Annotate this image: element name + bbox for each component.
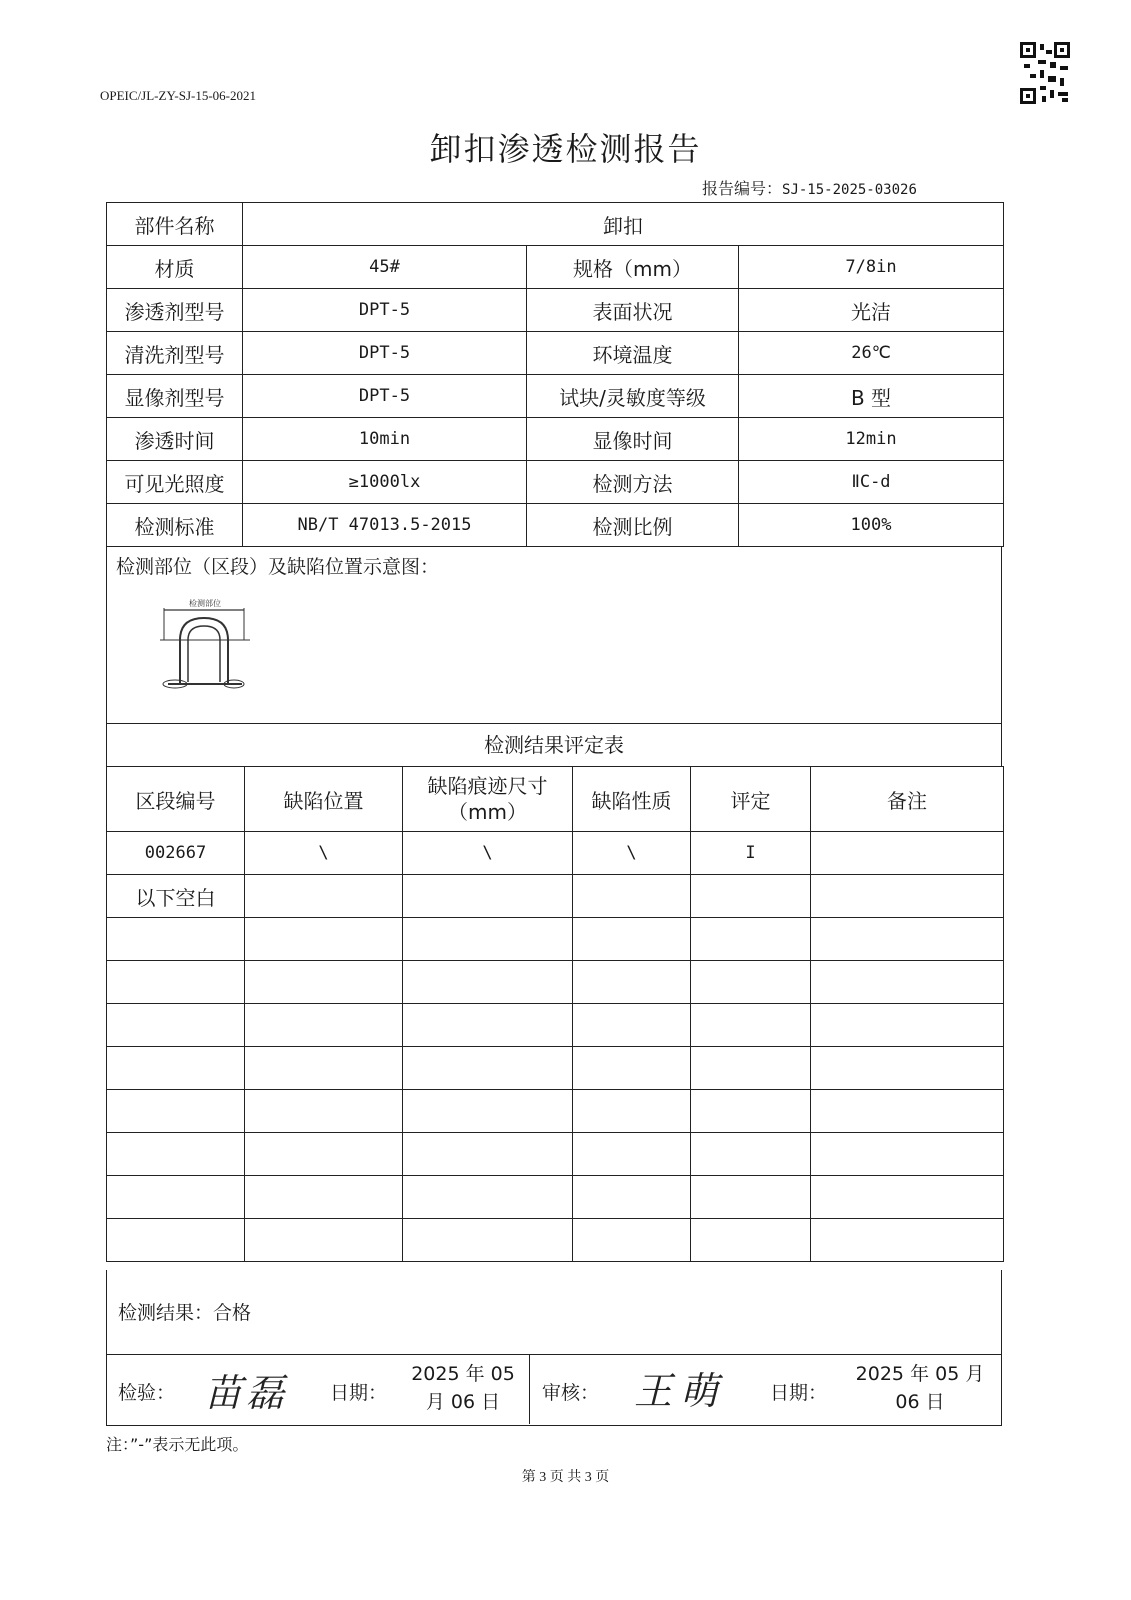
table-cell: I	[691, 832, 811, 875]
page-number: 第 3 页 共 3 页	[521, 1470, 610, 1485]
info-label: 可见光照度	[107, 461, 243, 504]
table-cell	[403, 1004, 573, 1047]
table-cell	[811, 832, 1004, 875]
table-row	[107, 832, 1004, 875]
column-header: 缺陷痕迹尺寸（mm）	[403, 767, 573, 832]
table-cell: \	[573, 832, 691, 875]
table-cell: 以下空白	[107, 875, 245, 918]
table-cell	[245, 1219, 403, 1262]
reviewer-signature: 王萌	[634, 1369, 727, 1413]
reviewer-label: 审核：	[542, 1382, 600, 1404]
table-cell	[573, 1176, 691, 1219]
table-row	[107, 375, 1004, 418]
table-row	[107, 1004, 1004, 1047]
table-cell	[811, 1133, 1004, 1176]
info-value: ⅡC-d	[739, 461, 1004, 504]
info-label: 显像时间	[527, 418, 739, 461]
info-value: DPT-5	[243, 289, 527, 332]
info-label: 检测方法	[527, 461, 739, 504]
table-cell	[107, 918, 245, 961]
table-cell	[245, 918, 403, 961]
table-cell	[811, 1047, 1004, 1090]
table-cell	[691, 1090, 811, 1133]
table-cell	[245, 1004, 403, 1047]
table-row	[107, 918, 1004, 961]
info-value: 12min	[739, 418, 1004, 461]
table-cell	[107, 1090, 245, 1133]
table-cell	[691, 961, 811, 1004]
table-cell	[691, 1004, 811, 1047]
evaluation-title: 检测结果评定表	[106, 723, 1002, 767]
table-cell	[245, 961, 403, 1004]
table-cell	[691, 1133, 811, 1176]
table-cell	[691, 1219, 811, 1262]
info-value: 45#	[243, 246, 527, 289]
table-cell	[107, 1004, 245, 1047]
info-value: DPT-5	[243, 375, 527, 418]
page-title: 卸扣渗透检测报告	[429, 130, 702, 168]
info-value: DPT-5	[243, 332, 527, 375]
info-label: 规格（mm）	[527, 246, 739, 289]
diagram-caption: 检测部位	[189, 599, 221, 608]
table-cell	[107, 961, 245, 1004]
table-cell	[811, 1090, 1004, 1133]
info-value: ≥1000lx	[243, 461, 527, 504]
info-value: B 型	[739, 375, 1004, 418]
table-row	[107, 1047, 1004, 1090]
column-header: 评定	[691, 767, 811, 832]
table-row	[107, 289, 1004, 332]
column-header: 区段编号	[107, 767, 245, 832]
table-cell	[691, 918, 811, 961]
table-row	[107, 418, 1004, 461]
table-cell	[403, 875, 573, 918]
table-cell	[403, 1047, 573, 1090]
info-label: 渗透时间	[107, 418, 243, 461]
evaluation-table	[106, 766, 1004, 1262]
table-row	[107, 203, 1004, 246]
table-cell	[691, 875, 811, 918]
table-cell	[573, 875, 691, 918]
table-cell	[811, 918, 1004, 961]
table-cell	[107, 1176, 245, 1219]
table-row	[107, 332, 1004, 375]
table-row	[107, 504, 1004, 547]
table-row	[107, 1133, 1004, 1176]
table-row	[107, 875, 1004, 918]
part-name-value: 卸扣	[243, 203, 1004, 246]
table-cell	[403, 961, 573, 1004]
table-cell	[245, 875, 403, 918]
info-label: 渗透剂型号	[107, 289, 243, 332]
table-cell	[811, 961, 1004, 1004]
table-cell	[573, 1047, 691, 1090]
table-cell	[691, 1176, 811, 1219]
info-label: 清洗剂型号	[107, 332, 243, 375]
table-row	[107, 246, 1004, 289]
part-name-label: 部件名称	[107, 203, 243, 246]
table-cell	[245, 1047, 403, 1090]
info-value: 7/8in	[739, 246, 1004, 289]
date-label: 日期：	[770, 1382, 828, 1404]
table-cell	[245, 1133, 403, 1176]
info-label: 检测标准	[107, 504, 243, 547]
table-row	[107, 961, 1004, 1004]
table-cell	[811, 875, 1004, 918]
table-row	[107, 1090, 1004, 1133]
table-header-row	[107, 767, 1004, 832]
table-cell	[691, 1047, 811, 1090]
info-table	[106, 202, 1004, 547]
inspection-result	[118, 1298, 251, 1325]
info-value: NB/T 47013.5-2015	[243, 504, 527, 547]
table-row	[107, 1176, 1004, 1219]
inspector-label: 检验：	[118, 1382, 176, 1404]
table-cell	[573, 961, 691, 1004]
table-cell	[107, 1047, 245, 1090]
table-cell	[811, 1176, 1004, 1219]
footnote: 注：”-”表示无此项。	[106, 1435, 249, 1454]
table-cell	[811, 1219, 1004, 1262]
table-cell: 002667	[107, 832, 245, 875]
info-label: 检测比例	[527, 504, 739, 547]
table-cell	[107, 1219, 245, 1262]
table-cell	[403, 1133, 573, 1176]
info-label: 显像剂型号	[107, 375, 243, 418]
signature-divider	[529, 1354, 530, 1424]
table-cell: \	[403, 832, 573, 875]
info-value: 10min	[243, 418, 527, 461]
table-cell	[107, 1133, 245, 1176]
table-cell	[573, 918, 691, 961]
table-cell	[403, 1090, 573, 1133]
inspector-date: 2025 年 05 月 06 日	[411, 1363, 515, 1413]
table-cell	[573, 1004, 691, 1047]
info-value: 光洁	[739, 289, 1004, 332]
table-cell	[573, 1133, 691, 1176]
info-label: 环境温度	[527, 332, 739, 375]
qr-code-icon	[1020, 42, 1070, 104]
result-value: 合格	[213, 1302, 252, 1324]
table-row	[107, 1219, 1004, 1262]
table-cell	[573, 1090, 691, 1133]
info-value: 26℃	[739, 332, 1004, 375]
table-cell	[403, 918, 573, 961]
table-cell: \	[245, 832, 403, 875]
info-value: 100%	[739, 504, 1004, 547]
column-header: 备注	[811, 767, 1004, 832]
table-row	[107, 461, 1004, 504]
diagram-label: 检测部位（区段）及缺陷位置示意图：	[116, 556, 440, 578]
inspector-signature: 苗磊	[204, 1371, 289, 1415]
reviewer-date: 2025 年 05 月 06 日	[855, 1363, 985, 1413]
info-label: 试块/灵敏度等级	[527, 375, 739, 418]
table-cell	[245, 1090, 403, 1133]
shackle-diagram	[150, 596, 260, 700]
result-label: 检测结果：	[118, 1302, 214, 1324]
table-cell	[811, 1004, 1004, 1047]
table-cell	[245, 1176, 403, 1219]
report-number-label: 报告编号：	[702, 179, 783, 198]
info-label: 表面状况	[527, 289, 739, 332]
column-header: 缺陷性质	[573, 767, 691, 832]
table-cell	[403, 1219, 573, 1262]
table-cell	[573, 1219, 691, 1262]
report-number	[702, 176, 917, 199]
date-label: 日期：	[330, 1382, 388, 1404]
info-label: 材质	[107, 246, 243, 289]
column-header: 缺陷位置	[245, 767, 403, 832]
table-cell	[403, 1176, 573, 1219]
report-number-value: SJ-15-2025-03026	[782, 182, 917, 198]
form-code: OPEIC/JL-ZY-SJ-15-06-2021	[100, 88, 256, 103]
